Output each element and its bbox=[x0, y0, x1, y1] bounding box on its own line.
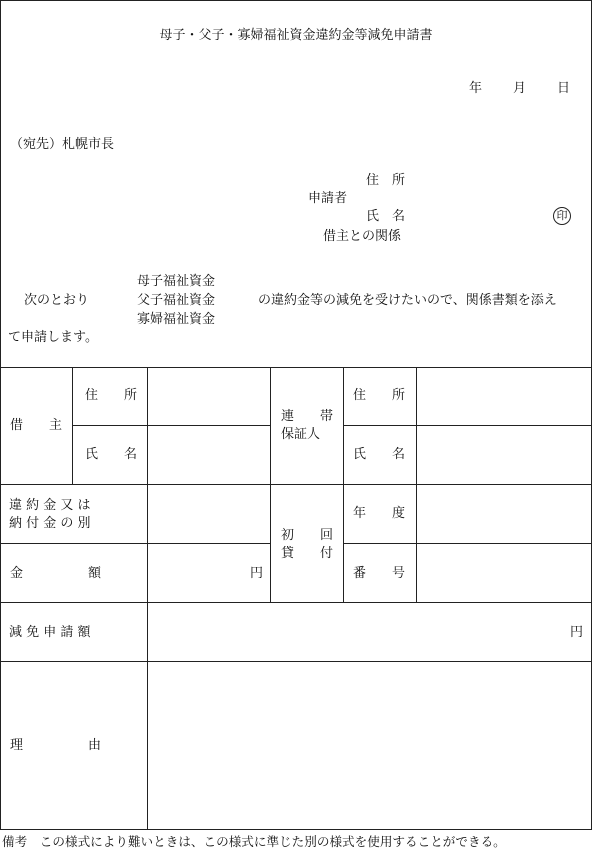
body-continuation: て申請します。 bbox=[8, 330, 98, 345]
date-year: 年 bbox=[469, 81, 483, 96]
amount-unit: 円 bbox=[250, 566, 264, 581]
initial-loan-label-line1: 初 回 bbox=[281, 528, 334, 543]
grid-line bbox=[416, 367, 417, 602]
grid-line bbox=[0, 484, 592, 485]
initial-loan-label-line2: 貸 付 bbox=[281, 546, 334, 561]
fund-option-1: 母子福祉資金 bbox=[137, 274, 216, 289]
fund-option-2: 父子福祉資金 bbox=[137, 293, 216, 308]
applicant-address-label: 住 所 bbox=[366, 173, 406, 188]
date-day: 日 bbox=[557, 81, 571, 96]
grid-line bbox=[343, 425, 592, 426]
grid-line bbox=[147, 425, 270, 426]
grid-line bbox=[0, 543, 270, 544]
grid-line bbox=[343, 367, 344, 602]
grid-line bbox=[0, 602, 592, 603]
grid-line bbox=[147, 367, 148, 829]
amount-label: 金 額 bbox=[10, 566, 102, 581]
reduction-amount-unit: 円 bbox=[570, 625, 584, 640]
penalty-type-label-line1: 違 約 金 又 は bbox=[9, 498, 91, 513]
applicant-name-label: 氏 名 bbox=[366, 209, 406, 224]
footer-note: 備考 この様式により難いときは、この様式に準じた別の様式を使用することができる。 bbox=[2, 834, 506, 849]
penalty-type-label-line2: 納 付 金 の 別 bbox=[9, 516, 91, 531]
grid-line bbox=[72, 367, 73, 484]
fiscal-year-label: 年 度 bbox=[353, 506, 406, 521]
guarantor-label-line1: 連 帯 bbox=[281, 409, 334, 424]
table-top-line bbox=[0, 367, 592, 368]
date-month: 月 bbox=[513, 81, 527, 96]
grid-line bbox=[270, 367, 271, 602]
reason-label: 理 由 bbox=[10, 738, 102, 753]
grid-line bbox=[72, 425, 147, 426]
guarantor-label-line2: 保証人 bbox=[281, 427, 321, 442]
borrower-address-label: 住 所 bbox=[85, 388, 138, 403]
applicant-label: 申請者 bbox=[308, 191, 348, 206]
fund-option-3: 寡婦福祉資金 bbox=[137, 312, 216, 327]
reduction-amount-label: 減 免 申 請 額 bbox=[9, 625, 91, 640]
number-label: 番 号 bbox=[353, 566, 406, 581]
borrower-label: 借 主 bbox=[10, 418, 63, 433]
body-prefix: 次のとおり bbox=[24, 293, 90, 308]
grid-line bbox=[343, 543, 592, 544]
seal-mark: 印 bbox=[553, 207, 571, 225]
relation-label: 借主との関係 bbox=[323, 229, 402, 244]
body-suffix: の違約金等の減免を受けたいので、関係書類を添え bbox=[258, 293, 557, 308]
guarantor-address-label: 住 所 bbox=[353, 388, 406, 403]
guarantor-name-label: 氏 名 bbox=[353, 447, 406, 462]
grid-line bbox=[0, 661, 592, 662]
form-title: 母子・父子・寡婦福祉資金違約金等減免申請書 bbox=[159, 28, 433, 43]
borrower-name-label: 氏 名 bbox=[85, 447, 138, 462]
addressee: （宛先）札幌市長 bbox=[10, 137, 115, 152]
